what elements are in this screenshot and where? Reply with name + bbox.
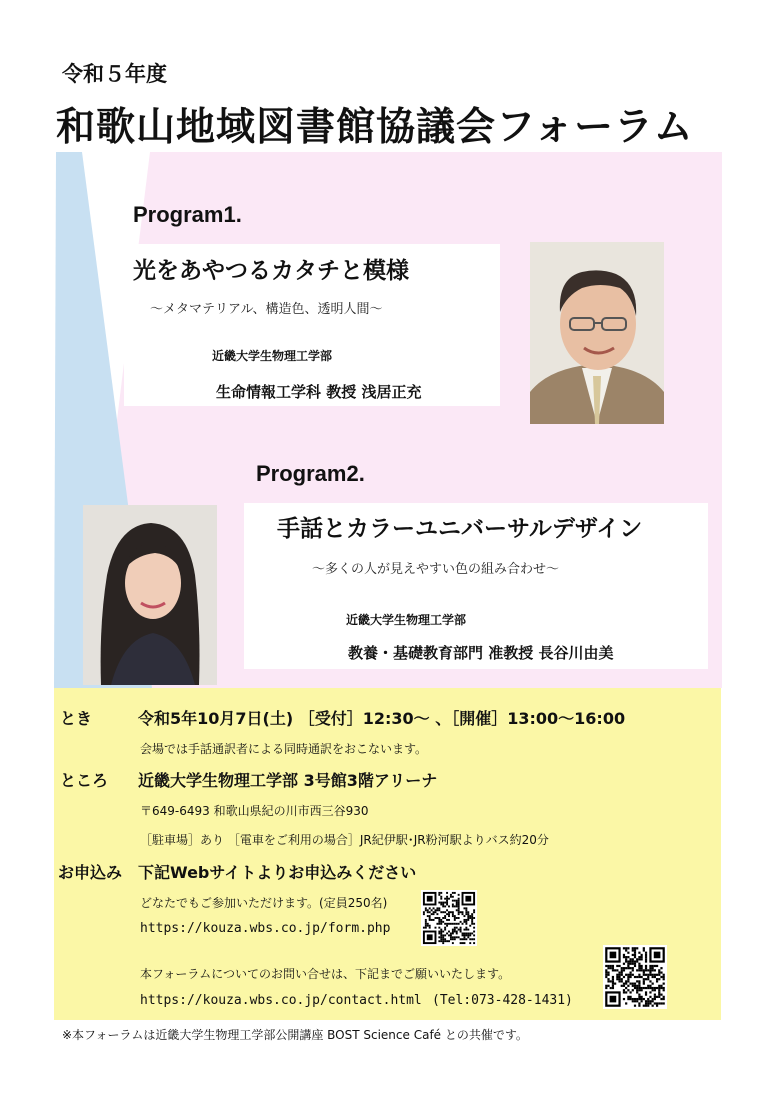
program2-subtitle: ～多くの人が見えやすい色の組み合わせ～ [312, 562, 560, 577]
apply-qr-code[interactable] [421, 890, 477, 946]
program1-title: 光をあやつるカタチと模様 [133, 258, 409, 284]
contact-note: 本フォーラムについてのお問い合せは、下記までご願いいたします。 [140, 967, 511, 981]
when-note: 会場では手話通訳者による同時通訳をおこないます。 [140, 742, 428, 756]
page-title: 和歌山地域図書館協議会フォーラム [56, 105, 694, 150]
program2-speaker: 教養・基礎教育部門 准教授 長谷川由美 [348, 644, 614, 662]
apply-label: お申込み [58, 863, 123, 882]
contact-qr-code[interactable] [603, 945, 667, 1009]
fiscal-year: 令和５年度 [62, 62, 167, 86]
program1-speaker: 生命情報工学科 教授 浅居正充 [216, 383, 422, 401]
when-label: とき [60, 709, 93, 728]
apply-note: どなたでもご参加いただけます。(定員250名) [140, 896, 388, 910]
program2-label: Program2. [256, 461, 365, 486]
program1-subtitle: ～メタマテリアル、構造色、透明人間～ [150, 302, 383, 317]
contact-tel: (Tel:073-428-1431) [432, 993, 573, 1008]
contact-url-link[interactable]: https://kouza.wbs.co.jp/contact.html [140, 993, 422, 1008]
program1-affiliation: 近畿大学生物理工学部 [212, 349, 333, 363]
where-label: ところ [60, 771, 109, 790]
apply-value: 下記Webサイトよりお申込みください [138, 863, 417, 882]
access: ［駐車場］あり ［電車をご利用の場合］JR紀伊駅･JR粉河駅よりバス約20分 [140, 833, 549, 847]
when-value: 令和5年10月7日(土) ［受付］12:30～ 、［開催］13:00～16:00 [138, 709, 626, 728]
address: 〒649-6493 和歌山県紀の川市西三谷930 [140, 804, 369, 818]
footnote: ※本フォーラムは近畿大学生物理工学部公開講座 BOST Science Café との共催です。 [62, 1028, 528, 1042]
program2-title: 手話とカラーユニバーサルデザイン [277, 516, 643, 542]
program1-label: Program1. [133, 202, 242, 227]
apply-url-link[interactable]: https://kouza.wbs.co.jp/form.php [140, 921, 391, 936]
program2-affiliation: 近畿大学生物理工学部 [346, 613, 467, 627]
speaker1-photo [530, 242, 664, 424]
where-value: 近畿大学生物理工学部 3号館3階アリーナ [138, 771, 438, 790]
speaker2-photo [83, 505, 217, 685]
